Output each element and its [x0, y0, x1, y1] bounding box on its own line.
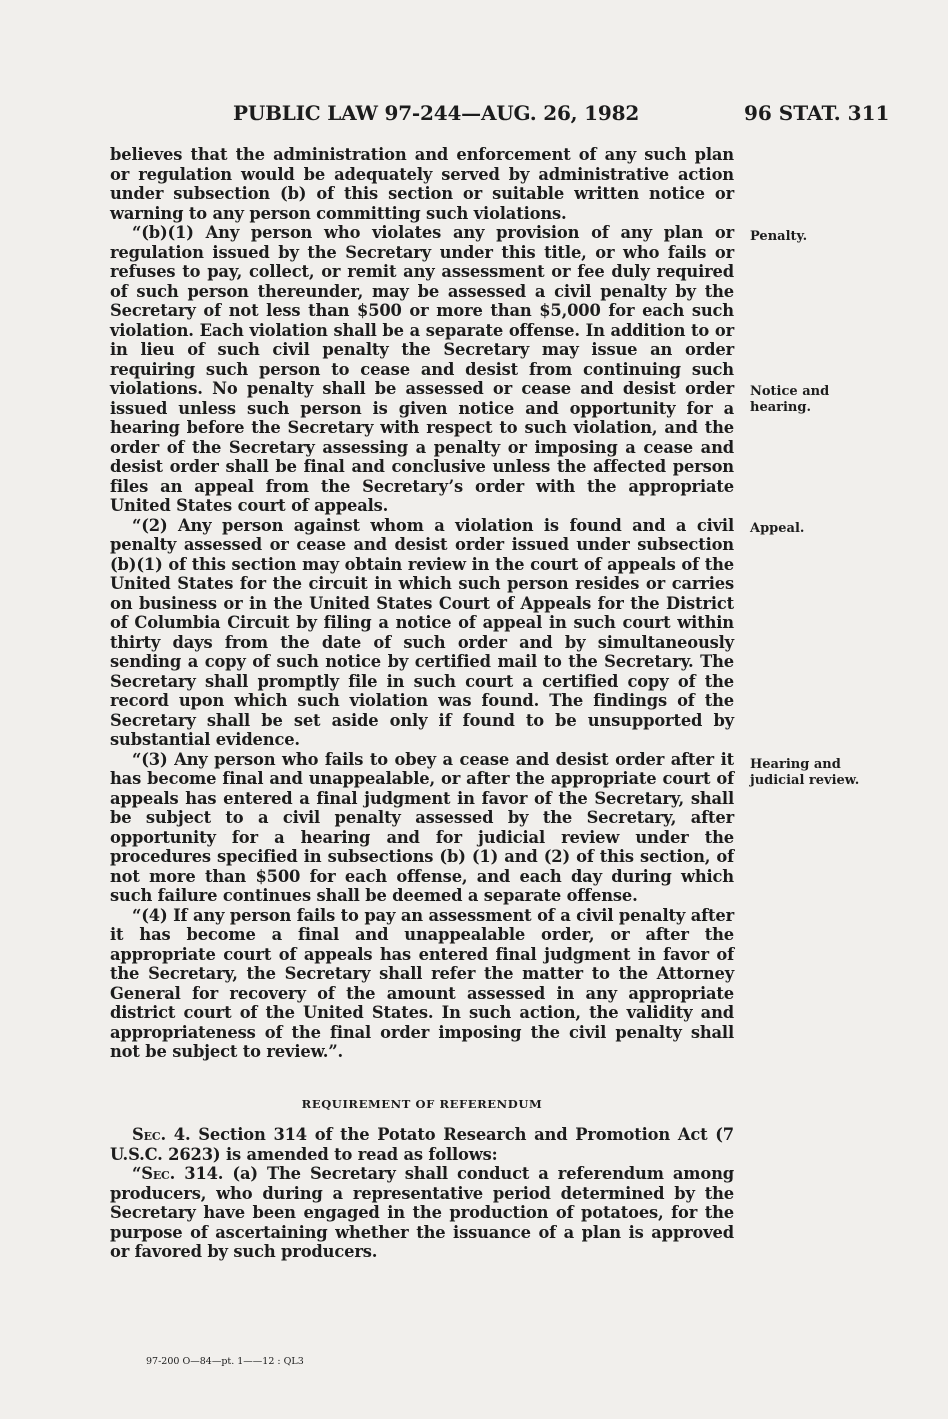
margin-note-line: Notice and: [750, 384, 830, 399]
paragraph-b3: “(3) Any person who fails to obey a cease and desist order after it has become final and unappealable, or after the appropriate court of appeals has entered a final judgment in favor of the Secretary, shall be subject to a civil penalty assessed by the Secretary, after opportunity for a hearing and for judicial review under the procedures specified in subsections (b) (1) and (2) of this section, of not more than $500 for each offense, and each day during which such failure continues shall be deemed a separate offense.: [110, 749, 734, 905]
margin-note-appeal: [750, 521, 880, 537]
margin-note-line: hearing.: [750, 400, 812, 415]
running-header-title: PUBLIC LAW 97-244—AUG. 26, 1982: [233, 101, 640, 125]
margin-note-line: Hearing and: [750, 757, 841, 772]
section-4-paragraph: [110, 1125, 734, 1164]
sec-314-text: 314. (a) The Secretary shall conduct a referendum among producers, who during a representative period determined by the Secretary have been engaged in the production of potatoes, for the purpose of ascertaining whether the issuance of a plan is approved or favored by such producers.: [110, 1164, 734, 1261]
margin-note-hearing-review: [750, 757, 880, 789]
margin-note-penalty-text: Penalty.: [750, 229, 808, 244]
margin-note-line: judicial review.: [750, 773, 860, 788]
section-heading: REQUIREMENT OF REFERENDUM: [301, 1097, 543, 1111]
main-text: [110, 145, 734, 1062]
statute-page-number: 96 STAT. 311: [744, 101, 890, 125]
paragraph-continuation: believes that the administration and enforcement of any such plan or regulation would be adequately served by administrative action under subsection (b) of this section or suitable written notice or warning to any person committing such violations.: [110, 145, 734, 223]
section-314-paragraph: [110, 1164, 734, 1262]
sec-label: “Sec.: [132, 1164, 176, 1183]
paragraph-b2: “(2) Any person against whom a violation is found and a civil penalty assessed or cease and desist order issued under subsection (b)(1) of this section may obtain review in the court of appeals of the United States for the circuit in which such person resides or carries on business or in the United States Court of Appeals for the District of Columbia Circuit by filing a notice of appeal in such court within thirty days from the date of such order and by simultaneously sending a copy of such notice by certified mail to the Secretary. The Secretary shall promptly file in such court a certified copy of the record upon which such violation was found. The findings of the Secretary shall be set aside only if found to be unsupported by substantial evidence.: [110, 515, 734, 749]
sec-label: Sec.: [132, 1125, 166, 1144]
margin-note-notice-hearing: [750, 384, 880, 416]
sec-4-text: 4. Section 314 of the Potato Research and Promotion Act (7 U.S.C. 2623) is amended to read as follows:: [110, 1125, 734, 1164]
section-text: [110, 1125, 734, 1262]
margin-note-appeal-text: Appeal.: [750, 521, 805, 536]
paragraph-b1: “(b)(1) Any person who violates any provision of any plan or regulation issued by the Secretary under this title, or who fails or refuses to pay, collect, or remit any assessment or fee duly required of such person thereunder, may be assessed a civil penalty by the Secretary of not less than $500 or more than $5,000 for each such violation. Each violation shall be a separate offense. In addition to or in lieu of such civil penalty the Secretary may issue an order requiring such person to cease and desist from continuing such violations. No penalty shall be assessed or cease and desist order issued unless such person is given notice and opportunity for a hearing before the Secretary with respect to such violation, and the order of the Secretary assessing a penalty or imposing a cease and desist order shall be final and conclusive unless the affected person files an appeal from the Secretary’s order with the appropriate United States court of appeals.: [110, 223, 734, 515]
print-footer: 97-200 O—84—pt. 1——12 : QL3: [146, 1356, 304, 1367]
paragraph-b4: “(4) If any person fails to pay an assessment of a civil penalty after it has become a final and unappealable order, or after the appropriate court of appeals has entered final judgment in favor of the Secretary, the Secretary shall refer the matter to the Attorney General for recovery of the amount assessed in any appropriate district court of the United States. In such action, the validity and appropriateness of the final order imposing the civil penalty shall not be subject to review.”.: [110, 905, 734, 1061]
margin-note-penalty: [750, 229, 880, 245]
